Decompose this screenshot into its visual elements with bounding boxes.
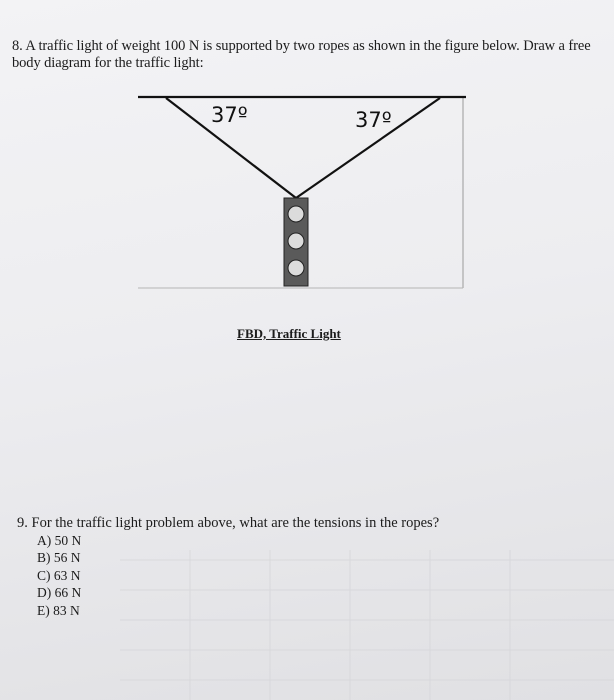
angle-label-left: 37º bbox=[211, 103, 248, 127]
traffic-light bbox=[284, 198, 308, 286]
choice-b: B) 56 N bbox=[37, 550, 81, 566]
choice-e: E) 83 N bbox=[37, 602, 80, 618]
angle-label-right: 37º bbox=[355, 108, 392, 132]
choice-a: A) 50 N bbox=[37, 533, 82, 548]
choice-c: C) 63 N bbox=[37, 567, 81, 583]
figure-caption: FBD, Traffic Light bbox=[237, 326, 341, 341]
question-9-text: 9. For the traffic light problem above, what are the tensions in the ropes? bbox=[17, 515, 440, 531]
answer-choices bbox=[37, 532, 81, 619]
choice-d: D) 66 N bbox=[37, 585, 82, 601]
light-middle bbox=[288, 233, 304, 249]
question-8-text: 8. A traffic light of weight 100 N is supported by two ropes as shown in the figure below. Draw a free body diagram for the traffic light: bbox=[12, 38, 591, 71]
light-top bbox=[288, 206, 304, 222]
light-bottom bbox=[288, 260, 304, 276]
